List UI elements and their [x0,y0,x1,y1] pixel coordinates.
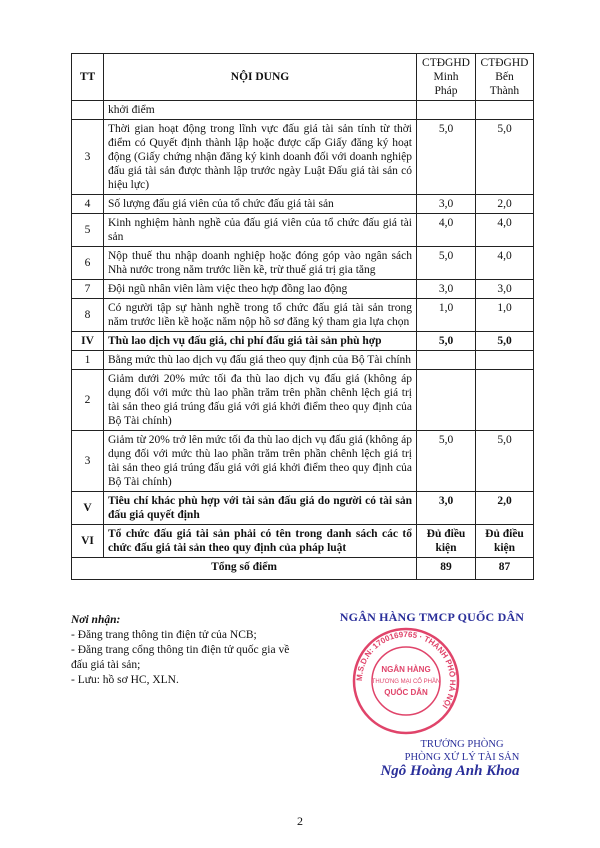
table-row [72,101,534,120]
score-ben-thanh: 1,0 [476,299,534,332]
table-row [72,195,534,214]
recipients-block [71,613,301,688]
recipient-item: - Đăng trang thông tin điện tử của NCB; [71,629,257,641]
signer-department: PHÒNG XỬ LÝ TÀI SẢN [404,752,520,763]
row-number: V [72,492,104,525]
table-row [72,370,534,431]
score-ben-thanh: 5,0 [476,120,534,195]
row-number: VI [72,525,104,558]
svg-text:THƯƠNG MẠI CỔ PHẦN: THƯƠNG MẠI CỔ PHẦN [371,679,441,685]
row-content: Thù lao dịch vụ đấu giá, chi phí đấu giá tài sản phù hợp [104,332,417,351]
row-content: Giảm từ 20% trở lên mức tối đa thù lao dịch vụ đấu giá (không áp dụng đối với mức thù lao phần trăm trên phần chênh lệch giá trị tài sản theo giá trúng đấu giá với giá khởi điểm theo quy định của Bộ Tài chính) [104,431,417,492]
score-minh-phap: 5,0 [417,431,476,492]
total-ben-thanh: 87 [476,558,534,580]
svg-text:NGÂN HÀNG: NGÂN HÀNG [381,665,431,674]
total-label: Tổng số điểm [72,558,417,580]
header-content: NỘI DUNG [104,54,417,101]
header-ben-thanh: CTĐGHD Bến Thành [476,54,534,101]
page-number: 2 [297,814,303,828]
score-minh-phap: Đủ điều kiện [417,525,476,558]
score-ben-thanh [476,101,534,120]
row-content: Thời gian hoạt động trong lĩnh vực đấu giá tài sản tính từ thời điểm có Quyết định thành lập hoặc được cấp Giấy đăng ký hoạt động (Giấy chứng nhận đăng ký kinh doanh đối với doanh nghiệp đấu giá tài sản được thành lập trước ngày Luật Đấu giá tài sản có hiệu lực) [104,120,417,195]
row-content: khởi điểm [104,101,417,120]
score-ben-thanh: 5,0 [476,332,534,351]
score-ben-thanh: Đủ điều kiện [476,525,534,558]
signer-title [392,738,532,764]
signing-organization: NGÂN HÀNG TMCP QUỐC DÂN [339,610,525,624]
score-minh-phap: 3,0 [417,280,476,299]
table-row [72,351,534,370]
row-number: 8 [72,299,104,332]
row-number [72,101,104,120]
table-row [72,492,534,525]
row-content: Tiêu chí khác phù hợp với tài sản đấu giá do người có tài sản đấu giá quyết định [104,492,417,525]
score-minh-phap: 3,0 [417,492,476,525]
score-minh-phap [417,101,476,120]
row-number: 1 [72,351,104,370]
table-row [72,120,534,195]
score-minh-phap: 4,0 [417,214,476,247]
recipient-item: - Lưu: hồ sơ HC, XLN. [71,674,179,686]
score-minh-phap: 3,0 [417,195,476,214]
table-row [72,299,534,332]
score-ben-thanh [476,370,534,431]
row-content: Kinh nghiệm hành nghề của đấu giá viên của tổ chức đấu giá tài sản [104,214,417,247]
row-content: Giảm dưới 20% mức tối đa thù lao dịch vụ đấu giá (không áp dụng đối với mức thù lao phần trăm trên phần chênh lệch giá trị tài sản theo giá trúng đấu giá với giá khởi điểm theo quy định của Bộ Tài chính) [104,370,417,431]
total-minh-phap: 89 [417,558,476,580]
row-number: 3 [72,120,104,195]
recipient-item: - Đăng trang cổng thông tin điện tử quốc gia về đấu giá tài sản; [71,644,290,671]
total-row [72,558,534,580]
score-minh-phap: 5,0 [417,247,476,280]
row-content: Bằng mức thù lao dịch vụ đấu giá theo quy định của Bộ Tài chính [104,351,417,370]
header-tt: TT [72,54,104,101]
row-number: 5 [72,214,104,247]
table-row [72,431,534,492]
score-minh-phap [417,351,476,370]
row-content: Số lượng đấu giá viên của tổ chức đấu giá tài sản [104,195,417,214]
score-ben-thanh: 4,0 [476,247,534,280]
score-ben-thanh: 4,0 [476,214,534,247]
score-minh-phap: 1,0 [417,299,476,332]
signer-name-signature: Ngô Hoàng Anh Khoa [380,763,520,779]
score-minh-phap: 5,0 [417,332,476,351]
score-ben-thanh: 5,0 [476,431,534,492]
row-number: 7 [72,280,104,299]
table-row [72,332,534,351]
score-ben-thanh: 3,0 [476,280,534,299]
row-number: 3 [72,431,104,492]
header-minh-phap: CTĐGHD Minh Pháp [417,54,476,101]
row-content: Tổ chức đấu giá tài sản phải có tên trong danh sách các tổ chức đấu giá tài sản theo quy định của pháp luật [104,525,417,558]
signer-title-line: TRƯỞNG PHÒNG [420,739,504,750]
row-content: Nộp thuế thu nhập doanh nghiệp hoặc đóng góp vào ngân sách Nhà nước trong năm trước liền kề, trừ thuế giá trị gia tăng [104,247,417,280]
table-header-row [72,54,534,101]
table-row [72,525,534,558]
table-row [72,214,534,247]
row-number: IV [72,332,104,351]
score-minh-phap: 5,0 [417,120,476,195]
table-row [72,247,534,280]
company-seal-stamp [345,626,467,736]
recipients-heading: Nơi nhận: [71,614,121,626]
score-minh-phap [417,370,476,431]
row-content: Có người tập sự hành nghề trong tổ chức đấu giá tài sản trong năm trước liền kề hoặc năm nộp hồ sơ đăng ký tham gia lựa chọn [104,299,417,332]
svg-text:QUỐC DÂN: QUỐC DÂN [384,688,428,697]
row-content: Đội ngũ nhân viên làm việc theo hợp đồng lao động [104,280,417,299]
score-ben-thanh: 2,0 [476,492,534,525]
scoring-table [71,53,534,580]
row-number: 6 [72,247,104,280]
score-ben-thanh [476,351,534,370]
row-number: 2 [72,370,104,431]
table-row [72,280,534,299]
svg-text:M.S.D.N: 1700169765 · THÀNH PH: M.S.D.N: 1700169765 · THÀNH PHỐ HÀ NỘI [354,629,458,711]
score-ben-thanh: 2,0 [476,195,534,214]
row-number: 4 [72,195,104,214]
